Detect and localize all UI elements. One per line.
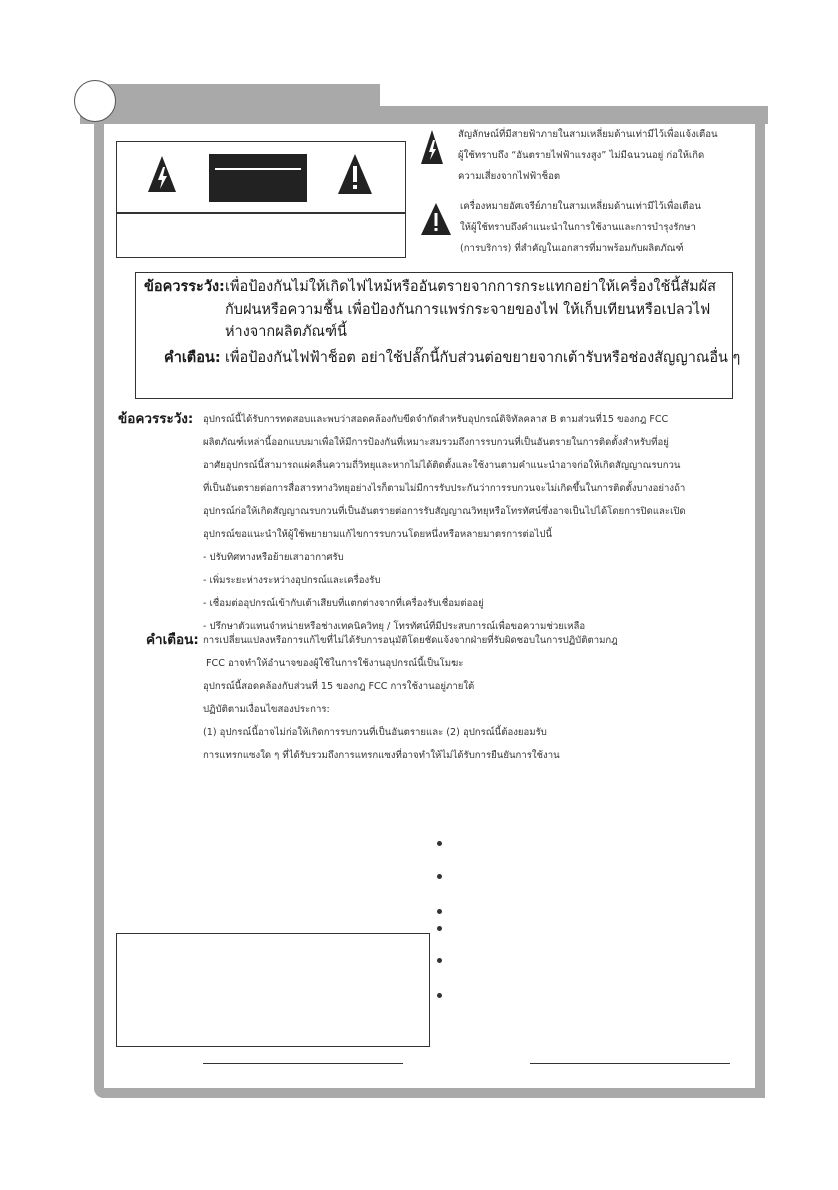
- bullet-dot: [437, 993, 442, 998]
- lightning-icon: [420, 128, 444, 166]
- lightning-text-line: สัญลักษณ์ที่มีสายฟ้าภายในสามเหลี่ยมด้านเท่ามีไว้เพื่อแจ้งเตือน: [458, 129, 718, 140]
- fcc-warning-label: คำเตือน:: [146, 632, 199, 648]
- fcc-caution-line: อุปกรณ์ขอแนะนำให้ผู้ใช้พยายามแก้ไขการรบกวนโดยหนึ่งหรือหลายมาตรการต่อไปนี้: [203, 529, 553, 540]
- bullet-dot: [437, 841, 442, 846]
- fcc-caution-item: - เพิ่มระยะห่างระหว่างอุปกรณ์และเครื่องรับ: [203, 575, 381, 586]
- fcc-caution-line: อาศัยอุปกรณ์นี้สามารถแผ่คลื่นความถี่วิทยุและหากไม่ได้ติดตั้งและใช้งานตามคำแนะนำอาจก่อให้เกิดสัญญาณรบกวน: [203, 460, 681, 471]
- fcc-caution-line: อุปกรณ์นี้ได้รับการทดสอบและพบว่าสอดคล้องกับขีดจำกัดสำหรับอุปกรณ์ดิจิทัลคลาส B ตามส่วนที่15 ของกฎ FCC: [203, 414, 669, 425]
- caution-line: ห่างจากผลิตภัณฑ์นี้: [225, 324, 347, 340]
- exclamation-text-line: ให้ผู้ใช้ทราบถึงคำแนะนำในการใช้งานและการบำรุงรักษา: [460, 222, 696, 233]
- caution-label: ข้อควรระวัง:: [144, 279, 225, 295]
- lightning-symbol-explanation: [420, 124, 718, 187]
- page-frame-right: [755, 106, 765, 1098]
- label-black-panel: [209, 154, 307, 202]
- exclamation-symbol-explanation: [420, 196, 701, 259]
- bullet-dot: [437, 926, 442, 931]
- bullet-dot: [437, 909, 442, 914]
- fcc-caution-item: - เชื่อมต่ออุปกรณ์เข้ากับเต้าเสียบที่แตกต่างจากที่เครื่องรับเชื่อมต่ออยู่: [203, 598, 484, 609]
- lightning-text-line: ความเสี่ยงจากไฟฟ้าช็อต: [458, 171, 561, 182]
- fcc-warning-line: อุปกรณ์นี้สอดคล้องกับส่วนที่ 15 ของกฎ FCC การใช้งานอยู่ภายใต้: [203, 681, 475, 692]
- lightning-text-line: ผู้ใช้ทราบถึง “อันตรายไฟฟ้าแรงสูง” ไม่มีฉนวนอยู่ ก่อให้เกิด: [458, 150, 705, 161]
- fcc-caution-line: ผลิตภัณฑ์เหล่านี้ออกแบบมาเพื่อให้มีการป้องกันที่เหมาะสมรวมถึงการรบกวนที่เป็นอันตรายในการติดตั้งสำหรับที่อยู่: [203, 437, 669, 448]
- bullet-dot: [437, 874, 442, 879]
- fcc-warning-line: ปฏิบัติตามเงื่อนไขสองประการ:: [203, 704, 330, 715]
- fcc-warning-line: (1) อุปกรณ์นี้อาจไม่ก่อให้เกิดการรบกวนที่เป็นอันตรายและ (2) อุปกรณ์นี้ต้องยอมรับ: [203, 727, 547, 738]
- caution-line: เพื่อป้องกันไม่ให้เกิดไฟไหม้หรืออันตรายจากการกระแทกอย่าให้เครื่องใช้นี้สัมผัส: [225, 279, 717, 295]
- exclamation-text-line: เครื่องหมายอัศเจรีย์ภายในสามเหลี่ยมด้านเท่ามีไว้เพื่อเตือน: [460, 201, 701, 212]
- warning-line: เพื่อป้องกันไฟฟ้าช็อต อย่าใช้ปลั๊กนี้กับส่วนต่อขยายจากเต้ารับหรือช่องสัญญาณอื่น ๆ: [225, 350, 741, 366]
- bullet-dot: [437, 958, 442, 963]
- fcc-caution-item: - ปรึกษาตัวแทนจำหน่ายหรือช่างเทคนิควิทยุ / โทรทัศน์ที่มีประสบการณ์เพื่อขอความช่วยเหลือ: [203, 621, 586, 632]
- page-number-circle: [74, 80, 116, 122]
- caution-line: กับฝนหรือความชื้น เพื่อป้องกันการแพร่กระจายของไฟ ให้เก็บเทียนหรือเปลวไฟ: [225, 302, 711, 318]
- exclamation-text-line: (การบริการ) ที่สำคัญในเอกสารที่มาพร้อมกับผลิตภัณฑ์: [460, 243, 684, 254]
- fcc-caution-label: ข้อควรระวัง:: [118, 411, 194, 427]
- warning-label: คำเตือน:: [164, 350, 221, 366]
- fcc-warning-line: การแทรกแซงใด ๆ ที่ได้รับรวมถึงการแทรกแซงที่อาจทำให้ไม่ได้รับการยืนยันการใช้งาน: [203, 750, 560, 761]
- empty-text-box: [116, 933, 430, 1047]
- fcc-warning-line: การเปลี่ยนแปลงหรือการแก้ไขที่ไม่ได้รับการอนุมัติโดยชัดแจ้งจากฝ่ายที่รับผิดชอบในการปฏิบัติตามกฎ: [203, 635, 618, 646]
- exclamation-icon: [337, 152, 373, 196]
- fcc-caution-item: - ปรับทิศทางหรือย้ายเสาอากาศรับ: [203, 552, 344, 563]
- warning-label-box: [116, 141, 406, 258]
- underline-right: [530, 1063, 730, 1064]
- page-frame-bottom: [94, 1088, 765, 1098]
- lightning-icon: [147, 154, 177, 194]
- exclamation-icon: [420, 202, 452, 236]
- fcc-warning-line: FCC อาจทำให้อำนาจของผู้ใช้ในการใช้งานอุปกรณ์นี้เป็นโมฆะ: [206, 658, 464, 669]
- page-frame-top: [80, 106, 768, 124]
- underline-left: [203, 1063, 403, 1064]
- fcc-caution-line: ที่เป็นอันตรายต่อการสื่อสารทางวิทยุอย่างไรก็ตามไม่มีการรับประกันว่าการรบกวนจะไม่เกิดขึ้นในการติดตั้งบางอย่างถ้า: [203, 483, 686, 494]
- fcc-caution-line: อุปกรณ์ก่อให้เกิดสัญญาณรบกวนที่เป็นอันตรายต่อการรับสัญญาณวิทยุหรือโทรทัศน์ซึ่งอาจเป็นไปได้โดยการปิดและเปิด: [203, 506, 686, 517]
- page-frame-left: [94, 106, 104, 1098]
